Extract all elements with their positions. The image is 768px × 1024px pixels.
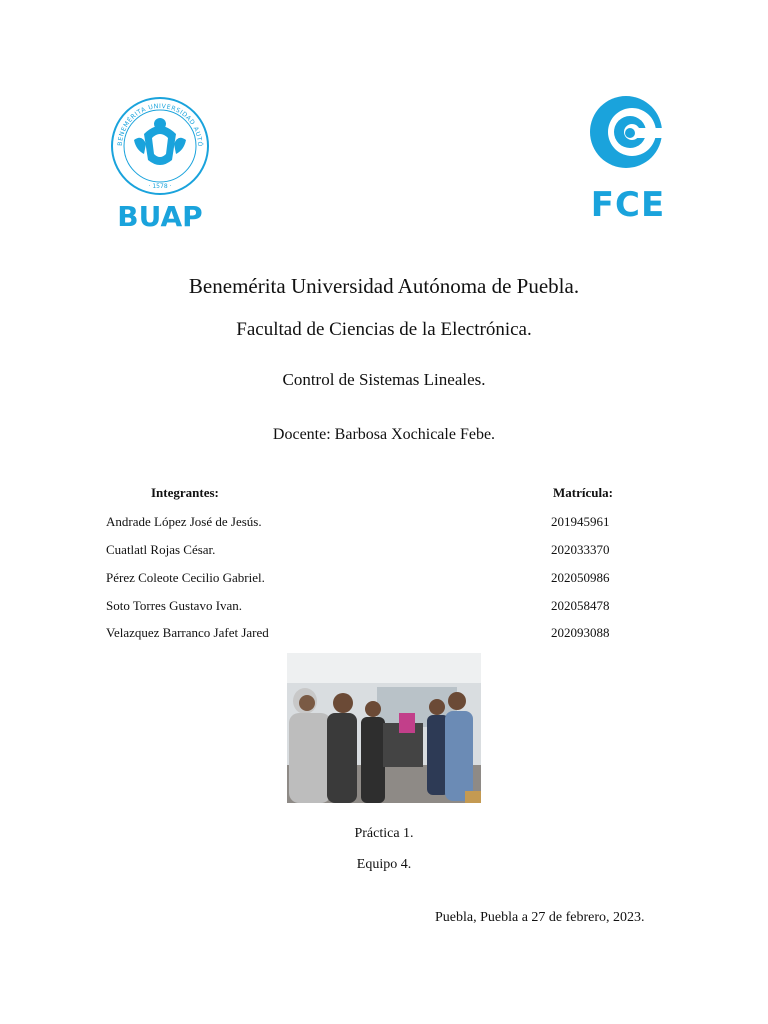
table-row [106,570,626,588]
member-id: 202050986 [551,570,610,585]
id-header: Matrícula: [553,485,613,500]
member-name: Soto Torres Gustavo Ivan. [106,598,243,613]
member-name: Pérez Coleote Cecilio Gabriel. [106,570,265,585]
buap-seal-icon [108,94,212,234]
table-row [106,542,626,560]
member-name: Andrade López José de Jesús. [106,514,262,529]
practice-label: Práctica 1. [354,826,414,841]
team-label: Equipo 4. [356,857,412,872]
member-id: 202058478 [551,598,610,613]
table-row [106,625,626,643]
buap-wordmark: BUAP [117,200,203,233]
member-id: 202033370 [551,542,610,557]
member-id: 202093088 [551,625,610,640]
fce-swirl-icon [580,92,676,220]
table-row [106,514,626,532]
table-row [106,598,626,616]
team-photo-illustration [287,653,481,803]
member-name: Cuatlatl Rojas César. [106,542,216,557]
teacher-line: Docente: Barbosa Xochicale Febe. [272,426,496,443]
date-line: Puebla, Puebla a 27 de febrero, 2023. [435,910,645,925]
members-header: Integrantes: [151,485,219,500]
svg-text:· 1578 ·: · 1578 · [148,183,172,190]
fce-logo [580,92,676,220]
university-title: Benemérita Universidad Autónoma de Puebla. [188,274,580,298]
faculty-title: Facultad de Ciencias de la Electrónica. [236,319,532,340]
buap-logo [108,94,212,234]
member-name: Velazquez Barranco Jafet Jared [106,625,269,640]
course-title: Control de Sistemas Lineales. [282,370,486,389]
svg-text:BENEMÉRITA UNIVERSIDAD AUTÓNOM: BENEMÉRITA UNIVERSIDAD AUTÓ [116,102,204,148]
team-photo [287,653,481,803]
fce-wordmark: FCE [590,185,666,220]
member-id: 201945961 [551,514,610,529]
